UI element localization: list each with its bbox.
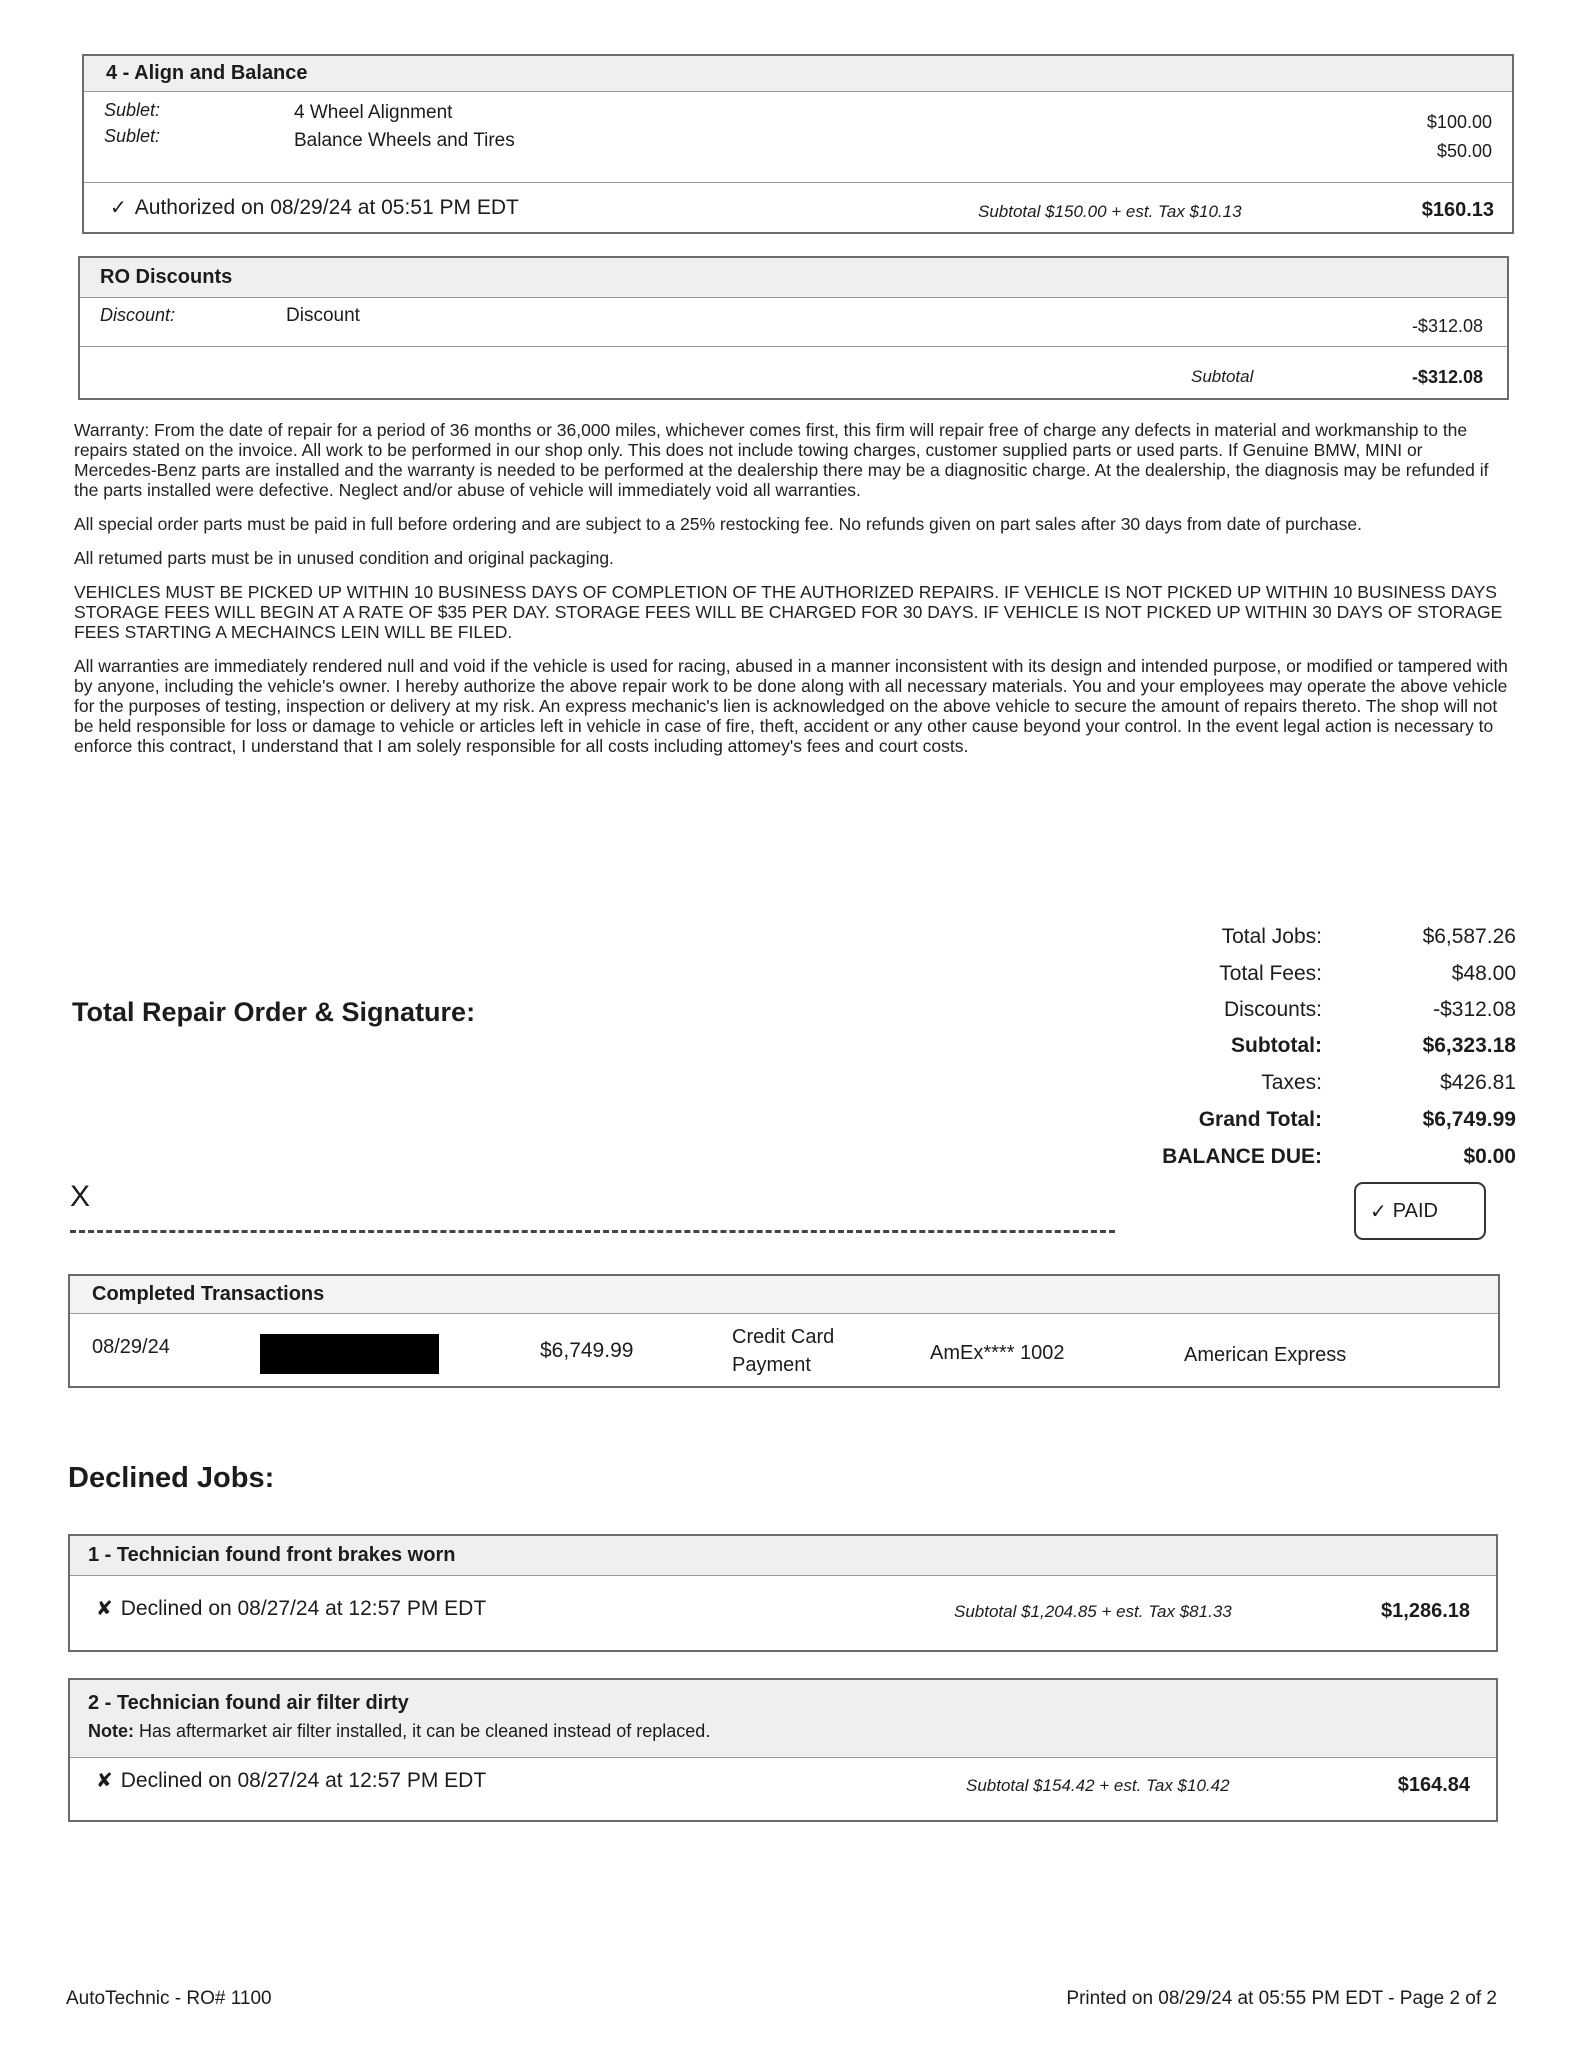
declined-job-note xyxy=(88,1721,1478,1742)
ro-discounts-title: RO Discounts xyxy=(80,258,1507,298)
returned-parts-paragraph: All retumed parts must be in unused condition and original packaging. xyxy=(74,548,614,568)
transaction-amount: $6,749.99 xyxy=(540,1339,634,1362)
subtotal-text: Subtotal $154.42 + est. Tax $10.42 xyxy=(966,1776,1230,1795)
job-card-align-balance xyxy=(82,54,1514,234)
declined-job-title: 2 - Technician found air filter dirty xyxy=(88,1692,409,1714)
warranty-paragraph: Warranty: From the date of repair for a period of 36 months or 36,000 miles, whichever comes first, this firm will repair free of charge any defects in material and workmanship to the repairs stated on the invoice. All work to be performed in our shop only. This does not include towing charges, customer supplied parts or used parts. If Genuine BMW, MINI or Mercedes-Benz parts are installed and the warranty is needed to be performed at the dealership there may be a diagnositic charge. At the dealership, the diagnosis may be refunded if the parts installed were defective. Neglect and/or abuse of vehicle will immediately void all warranties. xyxy=(74,420,1489,500)
declined-text: Declined on 08/27/24 at 12:57 PM EDT xyxy=(120,1596,487,1620)
transaction-date: 08/29/24 xyxy=(92,1336,170,1358)
line-amount: $50.00 xyxy=(1436,141,1492,161)
line-label: Sublet: xyxy=(104,126,161,146)
signature-line[interactable] xyxy=(70,1230,1115,1233)
close-icon: ✘ xyxy=(96,1770,113,1792)
transaction-row xyxy=(70,1314,1498,1386)
paid-label: PAID xyxy=(1392,1199,1438,1222)
footer-ro-number: AutoTechnic - RO# 1100 xyxy=(66,1988,272,2009)
declined-jobs-heading: Declined Jobs: xyxy=(68,1462,275,1494)
line-amount: $100.00 xyxy=(1426,112,1492,132)
signature-mark: X xyxy=(70,1180,91,1213)
check-icon: ✓ xyxy=(1370,1200,1387,1223)
discount-description: Discount xyxy=(286,305,360,326)
ro-discounts-lines xyxy=(80,298,1507,346)
note-label: Note: xyxy=(88,1721,134,1741)
subtotal-label: Subtotal xyxy=(1191,367,1254,386)
job-title: 4 - Align and Balance xyxy=(84,56,1512,92)
authorized-status xyxy=(110,195,519,220)
transaction-type-line2: Payment xyxy=(732,1354,811,1376)
redacted-block xyxy=(260,1334,439,1374)
summary-taxes: Taxes: $426.81 xyxy=(1261,1071,1516,1094)
note-text: Has aftermarket air filter installed, it can be cleaned instead of replaced. xyxy=(139,1721,711,1741)
discount-subtotal: -$312.08 xyxy=(1411,367,1483,387)
summary-subtotal: Subtotal: $6,323.18 xyxy=(1231,1034,1516,1057)
line-label: Sublet: xyxy=(104,100,161,120)
summary-total-fees: Total Fees: $48.00 xyxy=(1219,962,1516,985)
subtotal-text: Subtotal $150.00 + est. Tax $10.13 xyxy=(978,202,1242,221)
line-description: Balance Wheels and Tires xyxy=(294,130,515,151)
summary-grand-total: Grand Total: $6,749.99 xyxy=(1198,1108,1516,1131)
declined-job-card xyxy=(68,1534,1498,1652)
authorized-text: Authorized on 08/29/24 at 05:51 PM EDT xyxy=(134,195,519,219)
declined-status xyxy=(96,1596,486,1621)
declined-job-card xyxy=(68,1678,1498,1822)
authorization-paragraph: All warranties are immediately rendered null and void if the vehicle is used for racing, abused in a manner inconsistent with its design and intended purpose, or modified or tampered with by anyone, including the vehicle's owner. I hereby authorize the above repair work to be done along with all necessary materials. You and your employees may operate the above vehicle for the purposes of testing, inspection or delivery at my risk. An express mechanic's lien is acknowledged on the above vehicle to secure the amount of repairs thereto. The shop will not be held responsible for loss or damage to vehicle or articles left in vehicle in case of fire, theft, accident or any other cause beyond your control. In the event legal action is necessary to enforce this contract, I understand that I am solely responsible for all costs including attomey's fees and court costs. xyxy=(74,656,1508,756)
special-order-paragraph: All special order parts must be paid in full before ordering and are subject to a 25% restocking fee. No refunds given on part sales after 30 days from date of purchase. xyxy=(74,514,1362,534)
line-description: 4 Wheel Alignment xyxy=(294,102,453,123)
discount-label: Discount: xyxy=(100,305,176,325)
job-footer xyxy=(84,182,1512,232)
discount-amount: -$312.08 xyxy=(1411,316,1483,336)
subtotal-text: Subtotal $1,204.85 + est. Tax $81.33 xyxy=(954,1602,1232,1621)
ro-discounts-footer xyxy=(80,346,1507,398)
transactions-title: Completed Transactions xyxy=(70,1276,1498,1314)
transaction-type-line1: Credit Card xyxy=(732,1326,835,1348)
summary-total-jobs: Total Jobs: $6,587.26 xyxy=(1221,925,1516,948)
check-icon: ✓ xyxy=(110,197,127,219)
completed-transactions-card xyxy=(68,1274,1500,1388)
declined-job-title: 1 - Technician found front brakes worn xyxy=(70,1536,1496,1576)
close-icon: ✘ xyxy=(96,1598,113,1620)
job-lines xyxy=(84,92,1512,182)
footer-printed-info: Printed on 08/29/24 at 05:55 PM EDT - Page 2 of 2 xyxy=(1066,1988,1497,2009)
declined-total: $164.84 xyxy=(1397,1774,1470,1796)
job-total: $160.13 xyxy=(1421,199,1494,221)
storage-paragraph: VEHICLES MUST BE PICKED UP WITHIN 10 BUSINESS DAYS OF COMPLETION OF THE AUTHORIZED REPAIRS. IF VEHICLE IS NOT PICKED UP WITHIN 10 BUSINESS DAYS STORAGE FEES WILL BEGIN AT A RATE OF $35 PER DAY. STORAGE FEES WILL BE CHARGED FOR 30 DAYS. IF VEHICLE IS NOT PICKED UP WITHIN 30 DAYS OF STORAGE FEES STARTING A MECHAINCS LEIN WILL BE FILED. xyxy=(74,582,1503,642)
summary-balance-due: BALANCE DUE: $0.00 xyxy=(1162,1145,1516,1168)
transaction-issuer: American Express xyxy=(1184,1344,1347,1366)
declined-job-footer xyxy=(70,1758,1496,1820)
transaction-card: AmEx**** 1002 xyxy=(930,1342,1065,1364)
declined-total: $1,286.18 xyxy=(1381,1600,1470,1622)
terms-section xyxy=(74,420,1510,770)
declined-job-footer xyxy=(70,1576,1496,1650)
ro-discounts-card xyxy=(78,256,1509,400)
signature-heading: Total Repair Order & Signature: xyxy=(72,997,476,1027)
declined-text: Declined on 08/27/24 at 12:57 PM EDT xyxy=(120,1768,487,1792)
declined-status xyxy=(96,1768,486,1793)
summary-discounts: Discounts: -$312.08 xyxy=(1223,998,1516,1021)
paid-badge xyxy=(1354,1182,1486,1240)
declined-job-header xyxy=(70,1680,1496,1758)
